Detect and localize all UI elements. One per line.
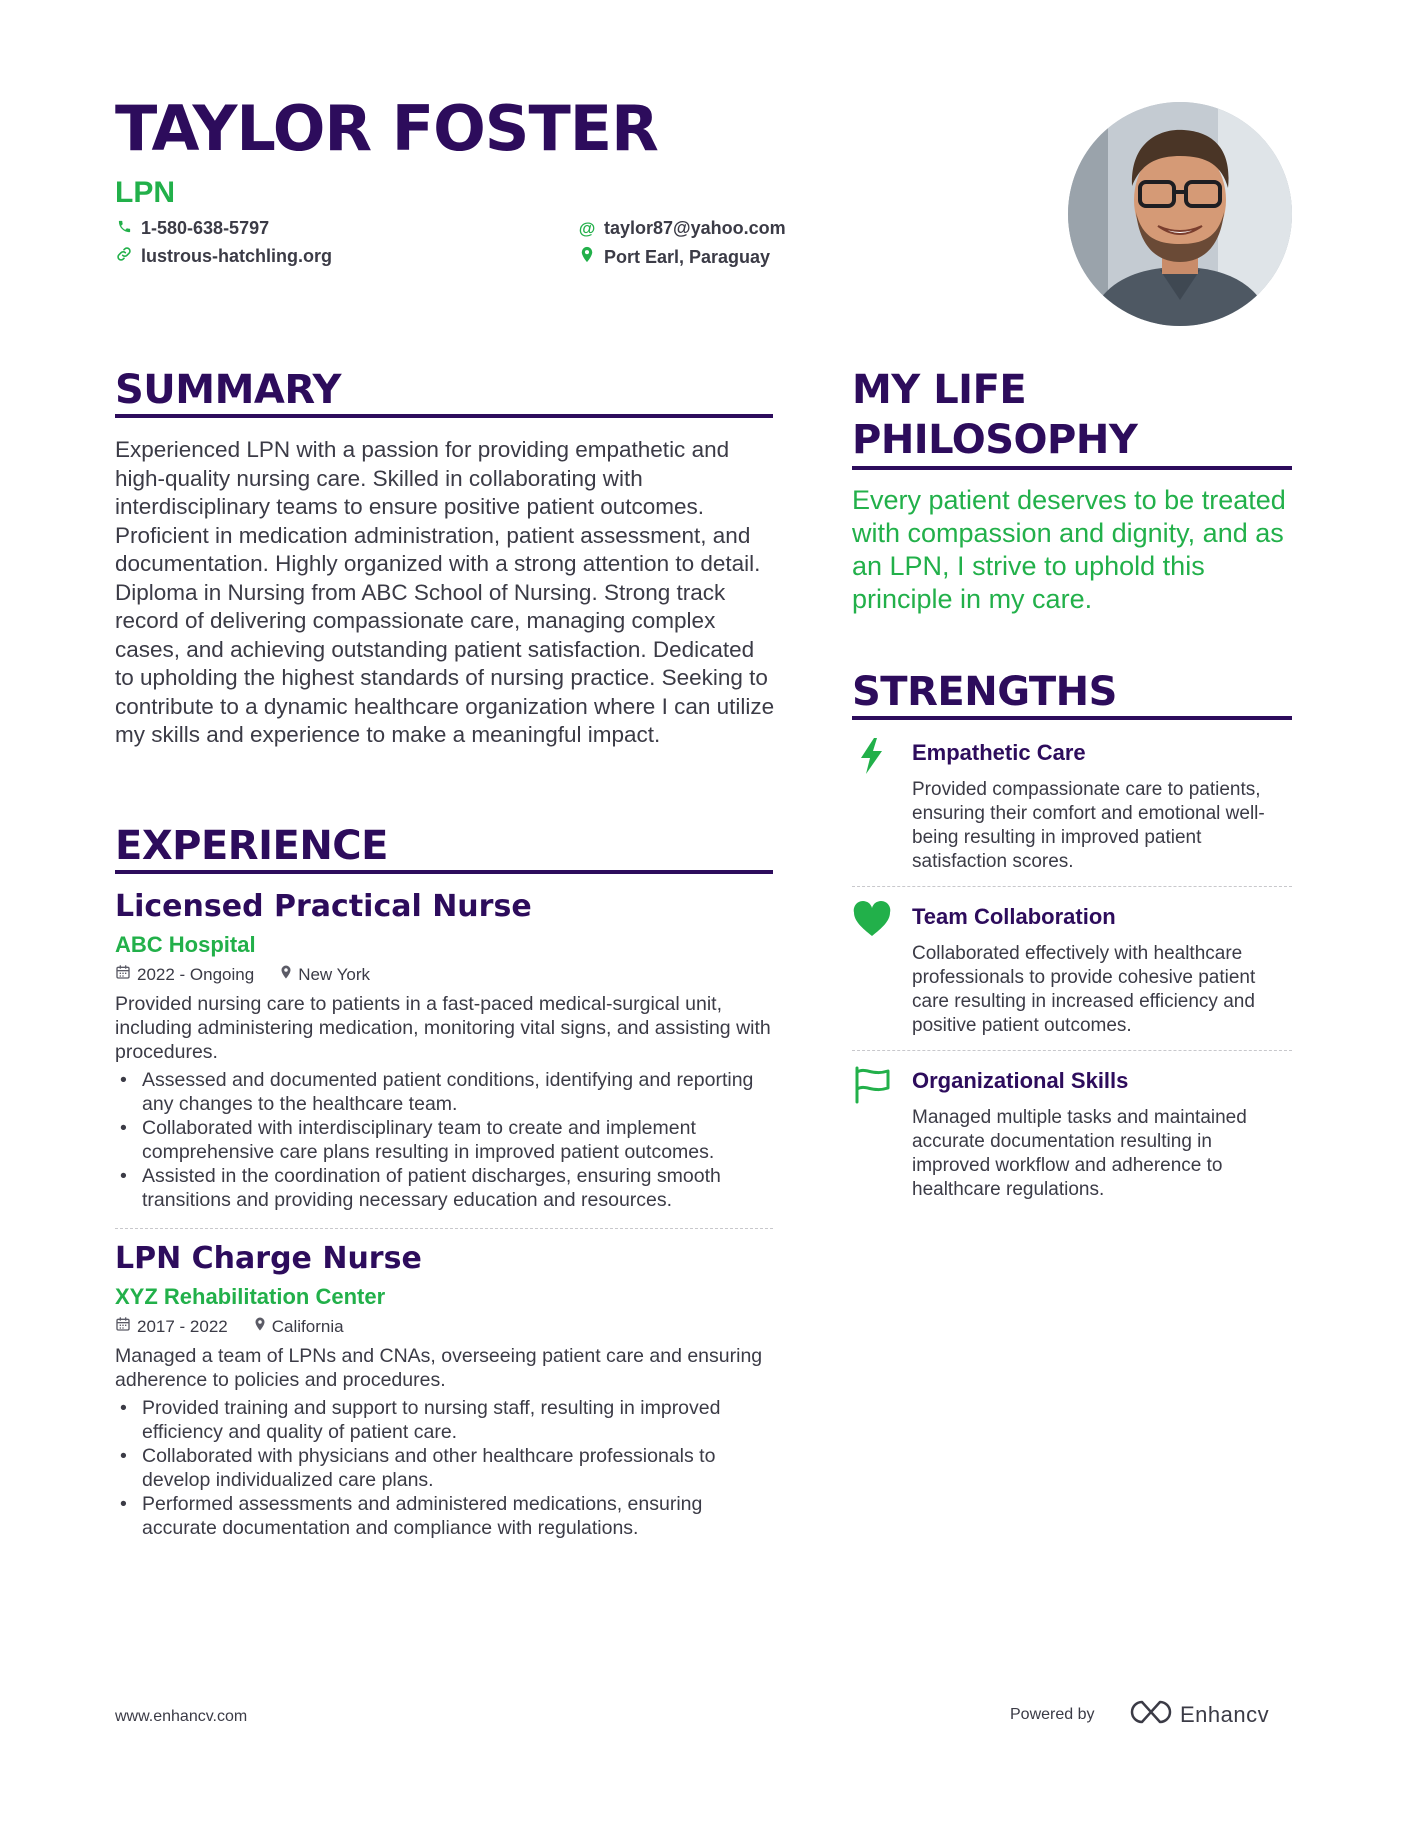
enhancv-logo[interactable] <box>1128 1699 1269 1730</box>
calendar-icon <box>115 964 131 986</box>
phone-text: 1-580-638-5797 <box>141 218 270 238</box>
lightning-bolt-icon <box>852 736 892 776</box>
list-item: • Provided training and support to nursing staff, resulting in improved efficiency and quality of patient care. <box>115 1396 775 1444</box>
footer-url[interactable]: www.enhancv.com <box>115 1708 248 1725</box>
job-meta <box>115 1316 775 1338</box>
profile-photo <box>1068 102 1292 326</box>
job-title: Licensed Practical Nurse <box>115 889 532 924</box>
experience-divider <box>115 870 773 874</box>
list-item: • Collaborated with interdisciplinary team to create and implement comprehensive care plans resulting in improved patient outcomes. <box>115 1116 775 1164</box>
location-pin-icon <box>578 246 596 268</box>
experience-entry <box>115 888 775 1212</box>
strengths-divider <box>852 716 1292 720</box>
philosophy-heading-line1: MY LIFE <box>852 367 1027 413</box>
philosophy-divider <box>852 466 1292 470</box>
job-description: Provided nursing care to patients in a fast-paced medical-surgical unit, including administering medication, monitoring vital signs, and assisting with procedures. <box>115 993 771 1063</box>
summary-heading: SUMMARY <box>115 367 341 413</box>
strengths-heading: STRENGTHS <box>852 669 1117 715</box>
summary-text: Experienced LPN with a passion for providing empathetic and high-quality nursing care. Skilled in collaborating with interdisciplinary teams to ensure positive patient outcomes. Proficient in medication administration, patient assessment, and documentation. Highly organized with a strong attention to detail. Diploma in Nursing from ABC School of Nursing. Strong track record of delivering compassionate care, managing complex cases, and achieving outstanding patient satisfaction. Dedicated to upholding the highest standards of nursing practice. Seeking to contribute to a dynamic healthcare organization where I can utilize my skills and experience to make a meaningful impact. <box>115 437 775 747</box>
candidate-name: TAYLOR FOSTER <box>115 92 658 165</box>
job-meta <box>115 964 775 986</box>
job-location: California <box>271 1317 344 1336</box>
strength-description: Provided compassionate care to patients, ensuring their comfort and emotional well-being resulting in improved patient satisfaction scores. <box>912 779 1265 872</box>
job-description: Managed a team of LPNs and CNAs, overseeing patient care and ensuring adherence to policies and procedures. <box>115 1345 763 1391</box>
contact-email[interactable] <box>578 218 786 239</box>
flag-icon <box>852 1064 892 1104</box>
strength-separator <box>852 1050 1292 1051</box>
experience-heading: EXPERIENCE <box>115 823 388 869</box>
at-icon: @ <box>578 218 596 238</box>
job-title: LPN Charge Nurse <box>115 1241 422 1276</box>
location-text: Port Earl, Paraguay <box>604 246 771 267</box>
email-text: taylor87@yahoo.com <box>604 218 786 238</box>
list-item: • Performed assessments and administered medications, ensuring accurate documentation and compliance with regulations. <box>115 1492 775 1540</box>
philosophy-quote: Every patient deserves to be treated with compassion and dignity, and as an LPN, I strive to uphold this principle in my care. <box>852 485 1286 614</box>
job-company: XYZ Rehabilitation Center <box>115 1284 386 1309</box>
list-item: • Assessed and documented patient conditions, identifying and reporting any changes to the healthcare team. <box>115 1068 775 1116</box>
experience-entry <box>115 1240 775 1540</box>
link-icon <box>115 246 133 267</box>
strength-separator <box>852 886 1292 887</box>
list-item: • Assisted in the coordination of patient discharges, ensuring smooth transitions and providing necessary education and resources. <box>115 1164 775 1212</box>
enhancv-mark-icon <box>1128 1699 1174 1730</box>
strength-title: Team Collaboration <box>912 904 1116 929</box>
contact-phone <box>115 218 269 239</box>
strength-title: Organizational Skills <box>912 1068 1129 1093</box>
strength-title: Empathetic Care <box>912 740 1086 765</box>
phone-icon <box>115 218 133 239</box>
contact-location <box>578 246 770 268</box>
calendar-icon <box>115 1316 131 1338</box>
job-bullets <box>115 1068 775 1212</box>
strength-description: Managed multiple tasks and maintained accurate documentation resulting in improved workflow and adherence to healthcare regulations. <box>912 1107 1247 1200</box>
job-dates: 2022 - Ongoing <box>137 965 255 984</box>
list-item: • Collaborated with physicians and other healthcare professionals to develop individualized care plans. <box>115 1444 775 1492</box>
heart-icon <box>852 900 892 940</box>
job-bullets <box>115 1396 775 1540</box>
candidate-role: LPN <box>115 176 175 209</box>
job-location: New York <box>298 965 371 984</box>
footer-brand: Enhancv <box>1180 1701 1270 1727</box>
job-dates: 2017 - 2022 <box>137 1317 228 1336</box>
contact-website[interactable] <box>115 246 332 267</box>
philosophy-heading-line2: PHILOSOPHY <box>852 417 1138 463</box>
summary-divider <box>115 414 773 418</box>
website-text: lustrous-hatchling.org <box>141 246 332 266</box>
experience-separator <box>115 1228 773 1229</box>
strength-description: Collaborated effectively with healthcare professionals to provide cohesive patient care resulting in increased efficiency and positive patient outcomes. <box>912 943 1256 1036</box>
location-pin-icon <box>280 964 292 986</box>
avatar <box>1068 102 1292 326</box>
footer-powered-by: Powered by <box>1010 1706 1095 1723</box>
location-pin-icon <box>254 1316 266 1338</box>
job-company: ABC Hospital <box>115 932 256 957</box>
